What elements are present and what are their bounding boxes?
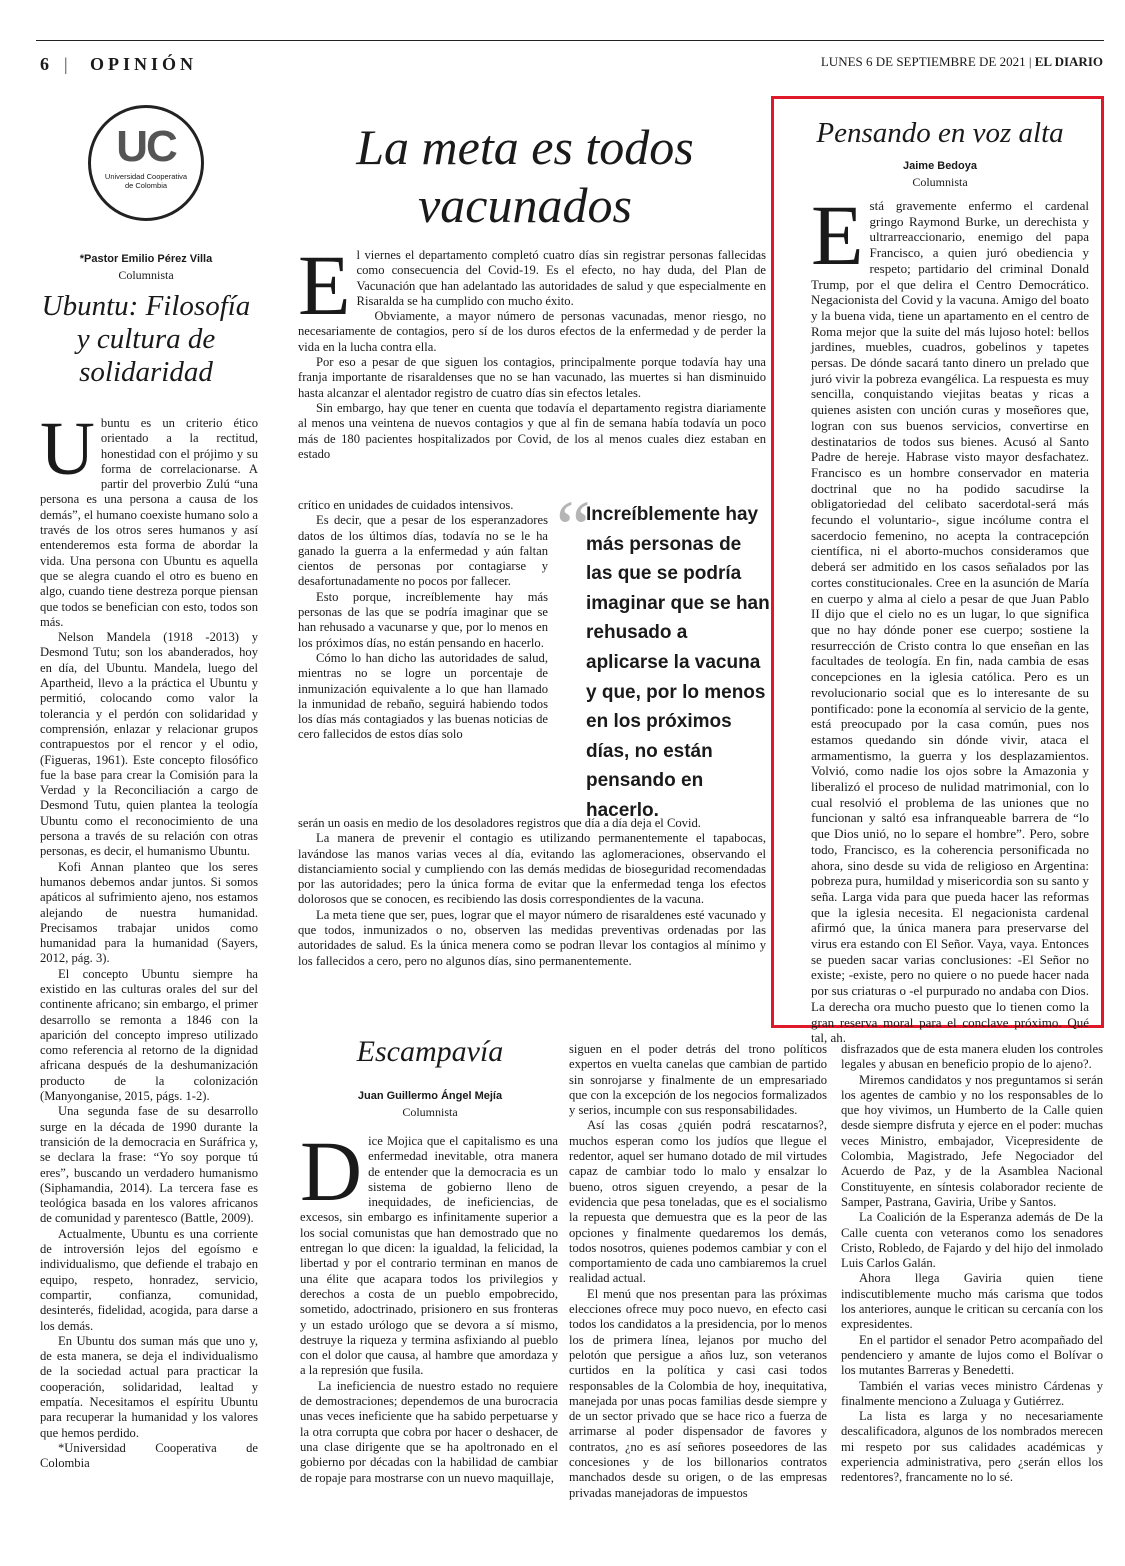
escampavia-paragraph: Así las cosas ¿quién podrá rescatarnos?, muchos esperan como los judíos que llegue el redentor, aquel ser humano dotado de mil virtudes capaz de cambiar todo lo malo y ensalzar lo bueno, otros siguen creyendo, a pesar de la evidencia que pesa toneladas, que es el socialismo la repuesta que demuestra que es la peor de las opciones y finalmente quedaremos los demás, todos nosotros, quienes podemos cambiar y con el comportamiento de cada uno cambiaremos la cruel realidad actual. [569,1118,827,1286]
page-number: 6 [40,54,49,74]
ubuntu-paragraph: buntu es un criterio ético orientado a la rectitud, honestidad con el prójimo y su forma de correlacionarse. A partir del proverbio Zulú “una persona es una persona a causa de los demás”, el humano coexiste humano solo a través de los otros seres humanos y así entenderemos esta forma de abordar la vida. Una persona con Ubuntu es aquella que se alegra cuando el otro es bueno en algo, cuando tiene destreza porque piensan que todos se benefician con esto, todos son más. [40,416,258,629]
escampavia-paragraph: Miremos candidatos y nos preguntamos si serán los agentes de cambio y no los responsables de lo que hoy vivimos, un Humberto de la Calle quien desde siempre disfruta y ejerce en el poder: muchas veces Ministro, embajador, Vicepresidente de Colombia, Magistrado, Jefe Negociador del Acuerdo de Paz, y de la Asamblea Nacional Constituyente, en síntesis colaborador reciente de Samper, Pastrana, Gaviria, Uribe y Santos. [841,1072,1103,1209]
logo-text-line2: de Colombia [124,181,168,190]
editorial-paragraph: Sin embargo, hay que tener en cuenta que todavía el departamento registra diariamente al menos una veintena de nuevos contagios y que al fin de semana había todavía un poco más de 180 pacientes hospitalizados por Covid, de los al menos cuales diez estaban en estado [298,400,766,461]
editorial-title-line2: vacunados [418,177,632,233]
editorial-paragraph: Obviamente, a mayor número de personas vacunadas, menor riesgo, no necesariamente de contagios, pero sí de los duros efectos de la enfermedad y de perder la vida en la lucha contra ella. [298,309,766,354]
escampavia-paragraph: El menú que nos presentan para las próximas elecciones ofrece muy poco nuevo, en efecto casi todos los candidatos a la presidencia, por lo menos los de primera línea, lejanos por mucho del pelotón que persigue a años luz, son veteranos curtidos en la política y casi casi todos responsables de la Colombia de hoy, inequitativa, manejada por unas pocas familias desde siempre y de un sector privado que se hace rico a fuerza de arrimarse al poder dispensador de favores y contratos, ¿no es así señores poseedores de las concesiones y de los billonarios contratos manchados desde su origen, o de las empresas privadas manejadoras de impuestos [569,1286,827,1500]
ubuntu-paragraph: El concepto Ubuntu siempre ha existido en las culturas orales del sur del continente africano; sin embargo, el primer desarrollo se remonta a 1846 con la aparición del concepto impreso utilizado como referencia al retorno de la dignidad africana después de la deshumanización producto de la colonización (Manyonganise, 2015, págs. 1-2). [40,966,258,1104]
ubuntu-drop-cap: U [40,407,95,491]
escampavia-col2 [569,1042,827,1534]
editorial-paragraph: Esto porque, increíblemente hay más personas de las que se podría imaginar que se han rehusado a vacunarse y que, por lo menos en los próximos días, no están pensando en hacerlo. [298,589,548,650]
ubuntu-paragraph: Actualmente, Ubuntu es una corriente de introversión lejos del egoísmo e individualismo, que defiende el trabajo en equipo, respeto, honradez, servicio, compartir, confianza, comunidad, desinterés, fidelidad, acogida, para darse a los demás. [40,1226,258,1333]
editorial-narrow-body [298,498,548,816]
pensando-drop-cap: E [811,187,864,283]
pensando-title: Pensando en voz alta [816,117,1064,149]
pensando-paragraph: stá gravemente enfermo el cardenal gringo Raymond Burke, un derechista y ultrarreaccionario, enemigo del papa Francisco, a quien juró obediencia y respeto; partidario del criminal Donald Trump, por el que delira el Centro Democrático. Negacionista del Covid y la vacuna. Amigo del boato y la buena vida, tiene un apartamento en el centro de Roma mejor que la suite del más lujoso hotel: bellos jardines, muebles, cuadros, gobelinos y tapetes persas. De dónde sacará tanto dinero un prelado que juró vivir la pobreza evangélica. La respuesta es muy sencilla, conquistando viejitas beatas y ricas a quienes asisten con unción curas y moseñores que, logran con sus buenos servicios, convertirse en destinatarios de todos sus bienes. Acusó al Santo Padre de hereje. Habrase visto mayor desfachatez. Francisco es un hombre conservador en materia doctrinal que no ha podido sacudirse la obligatoriedad del celibato sacerdotal-será más fecundo el voluntario-, sigue incólume contra el sacerdocio femenino, no acepta la contracepción científica, ni el aborto-muchos consideramos que deberá ser admitido en los casos señalados por las cortes constitucionales. Cree en la asunción de María en cuerpo y alma al cielo a pesar de que Juan Pablo II dijo que el cielo no es un lugar, lo que significa que no hay dónde poner ese cuerpo; sostiene la resurrección de Cristo contra lo que enseñan en las facultades de teología. En fin, nada cambia de esas concepciones en la iglesia católica. Pero es un revolucionario social que es lo interesante de su pontificado: pone la economía al servicio de la gente, está preocupado por la casa común, pues nos estamos quedando sin dónde vivir, ataca el armamentismo, la guerra y los desplazamientos. Volvió, como nadie los ojos sobre la Amazonia y liberalizó el proceso de nulidad matrimonial, con lo cual resolvió el problema de las uniones que no funcionan y saltó esa infranqueable barrera de “lo que Dios unió, no lo separe el hombre”. Pero, sobre todo, Francisco, es la coherencia personificada no ahora, sino desde su vida de religioso en Argentina: pobreza pura, humildad y misericordia son su santo y seña. Larga vida para que pueda hacer las reformas que la iglesia necesita. El negacionista cardenal afirmó que, la única manera para preservarse del virus era estando con El Señor. Vaya, vaya. Entonces se pueden sacar varias conclusiones: -El Señor no existe; -existe, pero no quiere o no puede hacer nada por sus criaturas o -el purpurado no andaba con Dios. La derecha ora mucho puesto que lo tienen como la gran reserva moral para el conclave próximo. Qué tal, ah. [811,198,1089,1046]
pullquote-mark: “ [556,484,591,571]
university-logo [88,105,204,221]
editorial-paragraph: La meta tiene que ser, pues, lograr que el mayor número de risaraldenes esté vacunado y que todos, inmunizados o no, observen las medidas preventivas ordenadas por las autoridades de salud. Es la única menera como se podran llevar los contagios al mínimo y los fallecidos a cero, pero no algunos días, sino permanentemente. [298,907,766,968]
escampavia-paragraph: En el partidor el senador Petro acompañado del pendenciero y amante de lujos como el Bolívar o los mutantes Barreras y Benedetti. [841,1332,1103,1378]
escampavia-author: Juan Guillermo Ángel Mejía [357,1090,503,1102]
escampavia-col1 [300,1123,558,1534]
logo-text-line1: Universidad Cooperativa [104,172,188,181]
pensando-role: Columnista [912,175,968,189]
issue-date: LUNES 6 DE SEPTIEMBRE DE 2021 [820,54,1026,69]
editorial-paragraph: crítico en unidades de cuidados intensivos. [298,498,514,512]
ubuntu-role: Columnista [118,268,174,282]
ubuntu-title: Ubuntu: Filosofía y cultura de solidaridad [41,290,251,388]
masthead-separator: | [64,54,68,74]
escampavia-paragraph: Ahora llega Gaviria quien tiene indiscutiblemente mucho más carisma que todos los anteriores, aunque le critican su cercanía con los expresidentes. [841,1271,1103,1332]
masthead-rule [36,40,1104,41]
editorial-title-line1: La meta es todos [356,119,694,175]
editorial-bottom-body [298,816,766,1012]
escampavia-paragraph: También el varias veces ministro Cárdenas y finalmente menciono a Zuluaga y Gutiérrez. [841,1378,1103,1408]
escampavia-paragraph: La ineficiencia de nuestro estado no requiere de demostraciones; dependemos de una burocracia unas veces ineficiente que ha sabido perpetuarse y la otra corrupta que cobra por hacer o deshacer, de una clase dirigente que se ha apoltronado en el gobierno por décadas con la habilidad de cambiar de ropaje para mostrarse con un nuevo maquillaje, [300,1378,558,1485]
logo-letters: UC [116,122,176,171]
escampavia-paragraph: ice Mojica que el capitalismo es una enfermedad inevitable, otra manera de entender que la democracia es un sistema de gobierno lleno de inequidades, de ineficiencias, de excesos, sin embargo es infinitamente superior a los social comunistas que han demostrado que no entregan lo que dicen: la igualdad, la felicidad, la libertad y por el contrario terminan en manos de una élite que acapara todos los privilegios y derechos a costa de un pueblo empobrecido, sometido, adoctrinado, prisionero en sus fronteras y un estado urólogo que se devora a sí mismo, destruye la riqueza y termina asfixiando al pueblo con el dolor que causa, al hambre que amordaza y a la represión que fusila. [300,1134,558,1378]
ubuntu-paragraph: Una segunda fase de su desarrollo surge en la década de 1990 durante la transición de la democracia en Suráfrica y, se declara la frase: “Yo soy porque tú eres”, buscando un verdadero humanismo (Siphamandia, 2014). La tercera fase es teológica basada en los valores africanos de comunidad y parentesco (Battle, 2009). [40,1104,258,1226]
ubuntu-paragraph: Nelson Mandela (1918 -2013) y Desmond Tutu; son los abanderados, hoy en día, del Ubuntu. Mandela, luego del Apartheid, llevo a la práctica el Ubuntu y permitió, colocando como valor la tolerancia y el perdón con solidaridad y comprensión, enlazar y relacionar grupos contrapuestos por el rencor y el odio, (Figueras, 1961). Este concepto filosófico fue la base para crear la Comisión para la Verdad y la Reconciliación a cargo de Desmond Tutu, quien plantea la teología Ubuntu como el reconocimiento de una persona a través de su relación con otras personas, es decir, el humanismo Ubuntu. [40,630,258,859]
ubuntu-author: *Pastor Emilio Pérez Villa [79,253,213,265]
editorial-paragraph: La manera de prevenir el contagio es utilizando permanentemente el tapabocas, lavándose las manos varias veces al día, evitando las aglomeraciones, observando el distanciamiento social y cumpliendo con las demás medidas de bioseguridad recomendadas por las autoridades; pero la única forma de evitar que la enfermedad tenga los efectos dolorosos que se conocen, es recibiendo las dosis correspondientes de la vacuna. [298,831,766,907]
editorial-paragraph: Por eso a pesar de que siguen los contagios, principalmente porque todavía hay una franja importante de risaraldenses que no se han vacunado, las muertes si han disminuido hasta alcanzar el alentador registro de cuatro días sin efectos letales. [298,355,766,400]
newspaper-name: EL DIARIO [1034,54,1103,69]
escampavia-paragraph: siguen en el poder detrás del trono políticos expertos en vuelta canelas que cambian de partido sin sonrojarse y finalmente de un empresariado que con la excepción de los negocios formalizados y serios, incumple con sus responsabilidades. [569,1042,827,1118]
ubuntu-body [40,407,258,1526]
editorial-top-body [298,237,766,498]
escampavia-drop-cap: D [300,1123,363,1219]
escampavia-title: Escampavía [356,1035,504,1068]
escampavia-role: Columnista [402,1105,458,1119]
editorial-paragraph: l viernes el departamento completó cuatro días sin registrar personas fallecidas como consecuencia del Covid-19. Es el efecto, no hay duda, del Plan de Vacunación que han adelantado las autoridades de salud y que especialmente en Risaralda se ha cumplido con mucho éxito. [356,248,766,308]
pullquote: Increíblemente hay más personas de las que se podría imaginar que se han rehusado a aplicarse la vacuna y que, por lo menos en los próximos días, no están pensando en hacerlo. [586,504,770,821]
editorial-paragraph: Cómo lo han dicho las autoridades de salud, mientras no se logre un porcentaje de inmunización equivalente a lo que han llamado la inmunidad de rebaño, seguirá habiendo todos los días más contagiados y las buenas noticias de cero fallecidos de estos días solo [298,650,548,742]
ubuntu-paragraph: Kofi Annan planteo que los seres humanos debemos andar juntos. Si somos apáticos al sufrimiento ajeno, nos estamos alejando de nuestra humanidad. Precisamos trabajar unidos como humanidad para la humanidad (Sayers, 2012, pág. 3). [40,859,258,966]
editorial-paragraph: Es decir, que a pesar de los esperanzadores datos de los últimos días, todavía no se le ha ganado la guerra a la enfermedad y aún faltan cientos de personas por contagiarse y desafortunadamente no pocos por fallecer. [298,513,548,589]
escampavia-paragraph: La Coalición de la Esperanza además de De la Calle cuenta con veteranos como los senadores Cristo, Robledo, de Fajardo y del hijo del inmolado Luis Carlos Galán. [841,1210,1103,1271]
editorial-drop-cap: E [298,237,351,333]
ubuntu-paragraph: En Ubuntu dos suman más que uno y, de esta manera, se deja el individualismo de la sociedad actual para practicar la cooperación, solidaridad, lealtad y empatía. Necesitamos el espíritu Ubuntu para recuperar la humanidad y los valores que hemos perdido. [40,1333,258,1440]
dateline-separator: | [1028,54,1032,69]
escampavia-paragraph: disfrazados que de esta manera eluden los controles legales y abusan en beneficio propio de lo ajeno?. [841,1042,1103,1072]
ubuntu-footnote: *Universidad Cooperativa de Colombia [40,1440,258,1471]
escampavia-paragraph: La lista es larga y no necesariamente descalificadora, algunos de los nombrados merecen mi respeto por sus calidades académicas y experiencia administrativa, pero ¿serán ellos los redentores?, francamente no lo sé. [841,1409,1103,1485]
section-name: OPINIÓN [90,54,198,74]
dateline [821,54,1103,70]
pensando-body [811,187,1089,1046]
pensando-author: Jaime Bedoya [903,160,977,172]
escampavia-col3 [841,1042,1103,1534]
editorial-paragraph: serán un oasis en medio de los desoladores registros que día a día deja el Covid. [298,816,701,830]
